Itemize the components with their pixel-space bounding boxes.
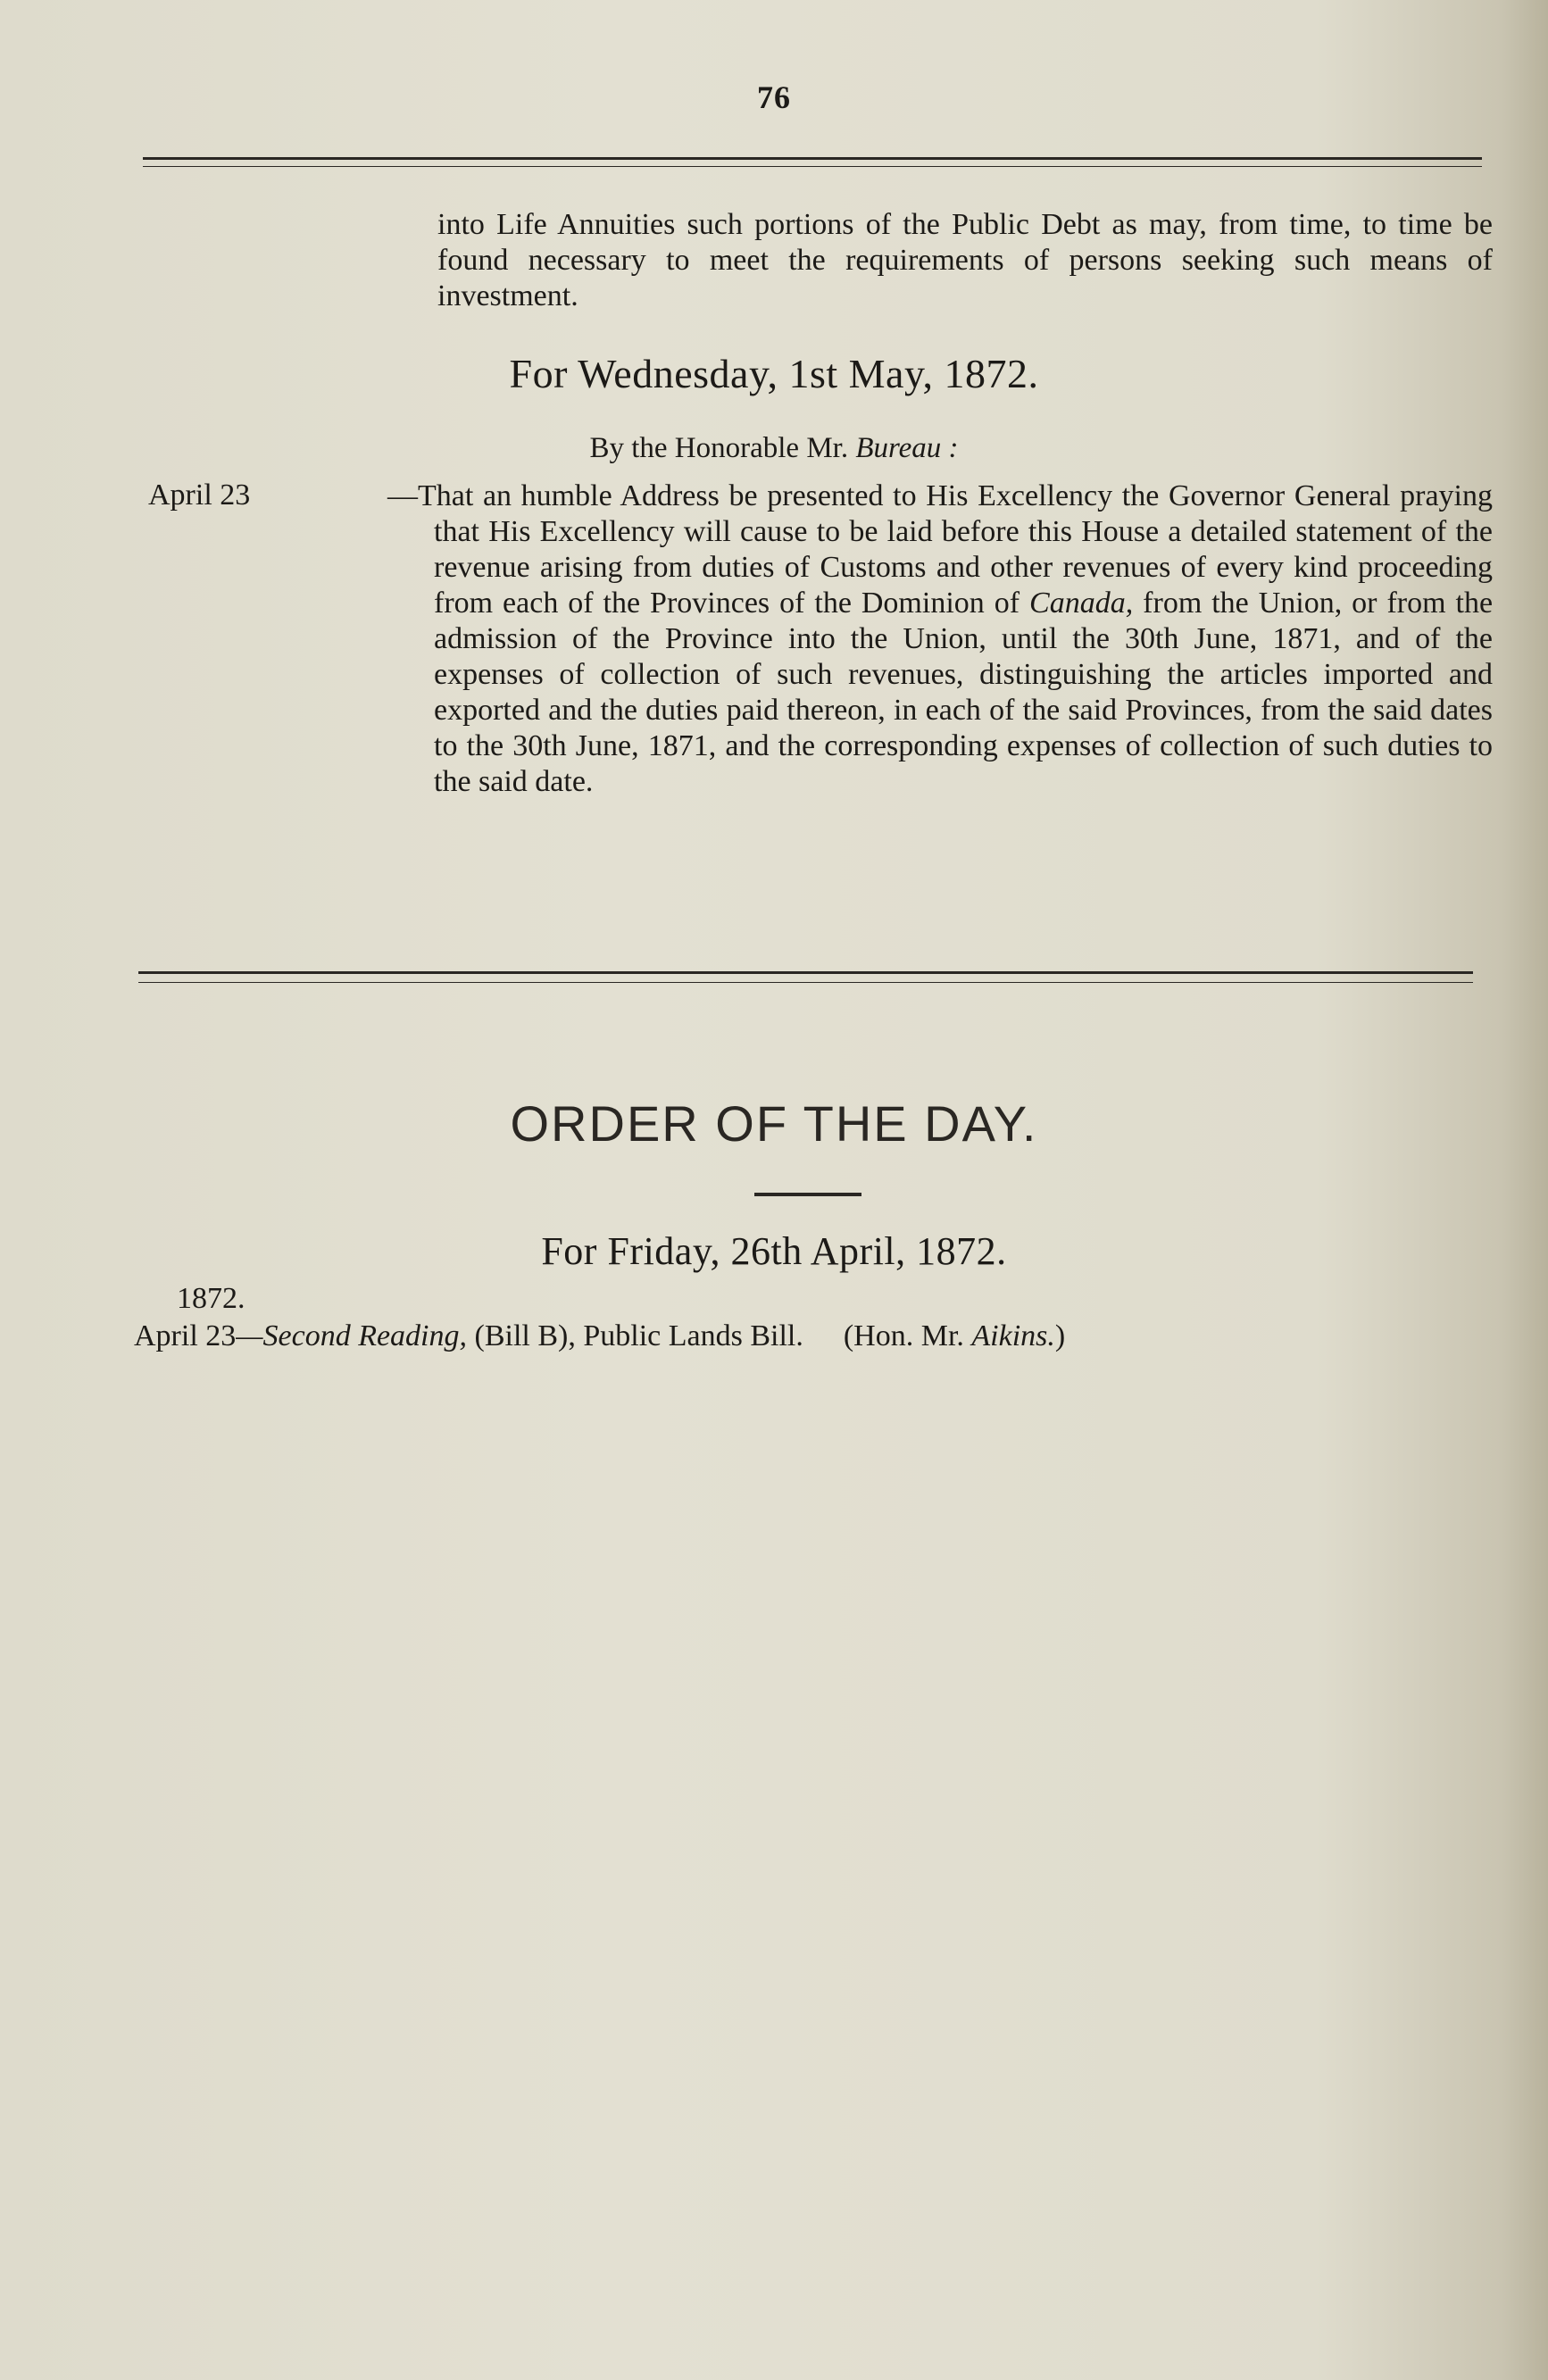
top-rule xyxy=(143,157,1482,160)
order-bill: (Bill B), Public Lands Bill. xyxy=(474,1319,803,1352)
motion-paragraph xyxy=(387,478,1494,800)
order-subheading: For Friday, 26th April, 1872. xyxy=(541,1229,1007,1273)
byline-name: Bureau : xyxy=(855,432,959,464)
order-sponsor-name: Aikins. xyxy=(971,1319,1055,1352)
motion-text-start: —That an humble Address be presented to His Excellency the Governor General praying that His Excellency will cause to be laid before this House a detailed statement of the revenue arising from duties of Customs and other revenues of every kind proceeding from each of the Provinces of the Dominion of xyxy=(387,479,1493,620)
order-sponsor-suffix: ) xyxy=(1054,1319,1066,1352)
section-rule-thin xyxy=(138,982,1473,983)
motion-text-italic: Canada, xyxy=(1029,587,1134,620)
motion-byline xyxy=(0,432,1548,465)
order-year: 1872. xyxy=(177,1282,246,1315)
order-item xyxy=(134,1319,1065,1353)
continuation-paragraph: into Life Annuities such portions of the Public Debt as may, from time, to time be found necessary to meet the requirements of persons seeking such means of investment. xyxy=(437,208,1493,312)
motion-text-end: from the Union, or from the admission of the Province into the Union, until the 30th June, 1871, and of the expenses of collection of such revenues, distinguishing the articles imported and exported and the duties paid thereon, in each of the said Provinces, from the said dates to the 30th June, 1871, and the corresponding expenses of collection of such duties to the said date. xyxy=(434,587,1494,798)
order-reading: —Second Reading, xyxy=(236,1319,467,1352)
motion-date-ref: April 23 xyxy=(148,478,251,512)
motion-heading: For Wednesday, 1st May, 1872. xyxy=(509,351,1039,396)
order-sponsor-prefix: (Hon. Mr. xyxy=(843,1319,964,1352)
section-rule xyxy=(138,971,1473,974)
page-number: 76 xyxy=(757,79,791,115)
order-short-rule xyxy=(754,1193,861,1196)
order-of-day-title: ORDER OF THE DAY. xyxy=(510,1095,1038,1152)
byline-prefix: By the Honorable Mr. xyxy=(589,432,849,464)
top-rule-thin xyxy=(143,166,1482,167)
order-date-ref: April 23 xyxy=(134,1319,237,1352)
